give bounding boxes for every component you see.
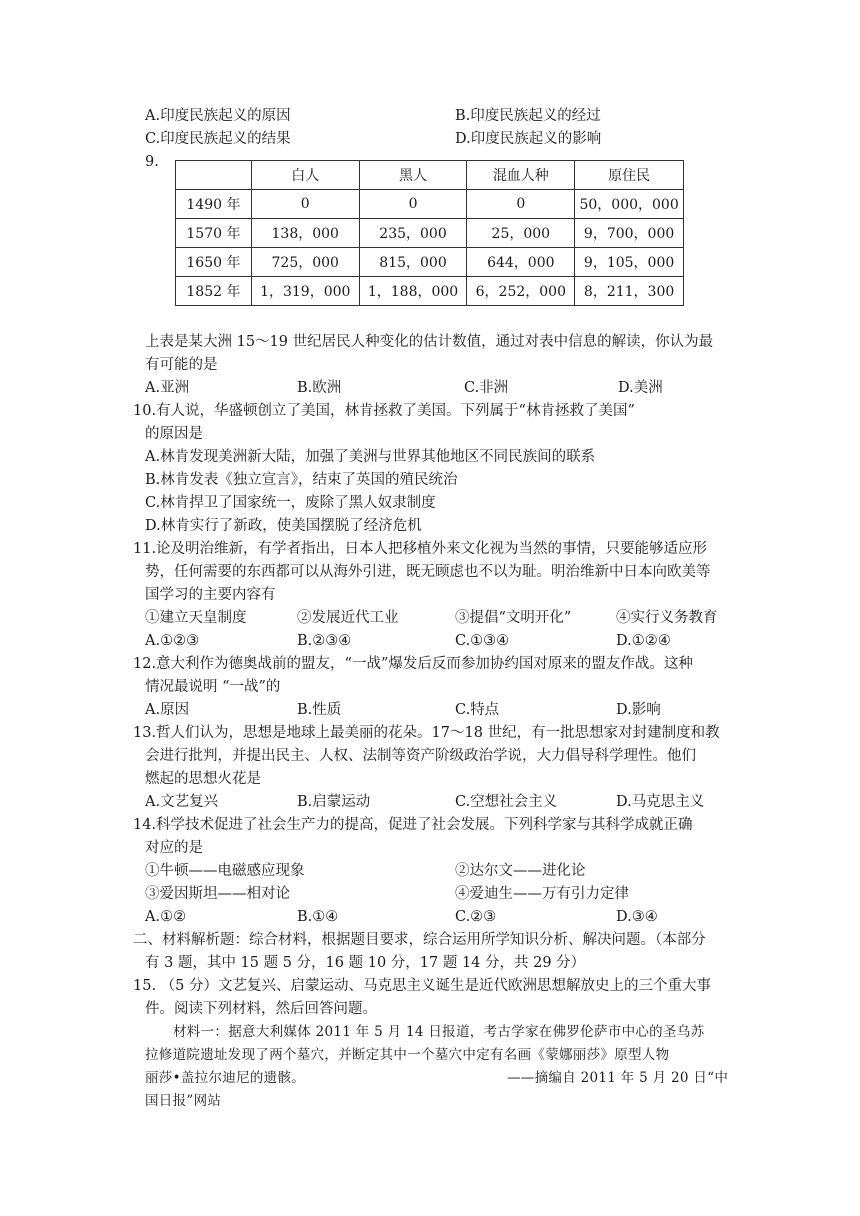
- section-two-heading-line1: 二、材料解析题：综合材料，根据题目要求，综合运用所学知识分析、解决问题。（本部分: [133, 932, 706, 948]
- q11-stem-line2: 势，任何需要的东西都可以从海外引进，既无顾虑也不以为耻。明治维新中日本向欧美等: [145, 564, 711, 580]
- q11-option-b: B.②③④: [297, 633, 352, 649]
- table-cell: 0: [467, 190, 575, 219]
- table-row: [176, 190, 684, 219]
- q14-item-2: ②达尔文——进化论: [455, 863, 586, 879]
- q14-item-3: ③爱因斯坦——相对论: [145, 886, 290, 902]
- q9-option-c: C.非洲: [464, 380, 509, 396]
- q14-item-4: ④爱迪生——万有引力定律: [455, 886, 629, 902]
- q14-stem-line1: 14.科学技术促进了社会生产力的提高，促进了社会发展。下列科学家与其科学成就正确: [133, 817, 693, 833]
- q15-source-line1: ——摘编自 2011 年 5 月 20 日“中: [507, 1070, 729, 1086]
- q11-stem-line1: 11.论及明治维新，有学者指出，日本人把移植外来文化视为当然的事情，只要能够适应形: [133, 541, 708, 557]
- section-two-heading-line2: 有 3 题，其中 15 题 5 分，16 题 10 分，17 题 14 分，共 29 分）: [145, 955, 586, 971]
- table-row: [176, 248, 684, 277]
- table-cell: 8，211，300: [575, 277, 684, 306]
- q13-option-a: A.文艺复兴: [145, 794, 219, 810]
- table-row: [176, 277, 684, 306]
- q8-option-a: A.印度民族起义的原因: [145, 108, 291, 124]
- q9-option-a: A.亚洲: [145, 380, 190, 396]
- q12-option-a: A.原因: [145, 702, 190, 718]
- table-cell: 1，188，000: [359, 277, 467, 306]
- table-cell: 6，252，000: [467, 277, 575, 306]
- q14-option-c: C.②③: [455, 909, 497, 925]
- q14-option-b: B.①④: [297, 909, 339, 925]
- q15-stem-line2: 件。阅读下列材料，然后回答问题。: [145, 1001, 377, 1017]
- population-table: [175, 160, 684, 306]
- q13-option-c: C.空想社会主义: [455, 794, 558, 810]
- q13-option-d: D.马克思主义: [616, 794, 705, 810]
- q8-option-b: B.印度民族起义的经过: [455, 108, 601, 124]
- table-cell: 0: [251, 190, 359, 219]
- q11-option-c: C.①③④: [455, 633, 510, 649]
- table-row: [176, 219, 684, 248]
- table-cell: 138，000: [251, 219, 359, 248]
- q14-option-d: D.③④: [616, 909, 658, 925]
- table-cell: 1650 年: [176, 248, 252, 277]
- q12-stem-line2: 情况最说明 “一战”的: [145, 679, 281, 695]
- table-header-cell: 原住民: [575, 161, 684, 190]
- q10-option-d: D.林肯实行了新政，使美国摆脱了经济危机: [145, 518, 422, 534]
- table-cell: 725，000: [251, 248, 359, 277]
- q13-stem-line3: 燃起的思想火花是: [145, 771, 261, 787]
- q11-item-1: ①建立天皇制度: [145, 610, 247, 626]
- q10-option-b: B.林肯发表《独立宣言》，结束了英国的殖民统治: [145, 472, 458, 488]
- q14-option-a: A.①②: [145, 909, 187, 925]
- q12-stem-line1: 12.意大利作为德奥战前的盟友，“一战”爆发后反而参加协约国对原来的盟友作战。这种: [133, 656, 693, 672]
- table-cell: 25，000: [467, 219, 575, 248]
- q10-option-c: C.林肯捍卫了国家统一，废除了黑人奴隶制度: [145, 495, 436, 511]
- q8-option-d: D.印度民族起义的影响: [455, 131, 602, 147]
- q15-material-line3: 丽莎•盖拉尔迪尼的遗骸。: [145, 1070, 306, 1086]
- q11-item-4: ④实行义务教育: [616, 610, 718, 626]
- q11-option-a: A.①②③: [145, 633, 200, 649]
- q15-stem-line1: 15. （5 分）文艺复兴、启蒙运动、马克思主义诞生是近代欧洲思想解放史上的三个重大事: [133, 978, 711, 994]
- q15-material-line1: 材料一：据意大利媒体 2011 年 5 月 14 日报道，考古学家在佛罗伦萨市中心的圣乌苏: [173, 1024, 705, 1040]
- q9-stem-line2: 有可能的是: [145, 357, 218, 373]
- q9-number: 9.: [145, 154, 159, 170]
- table-cell: 815，000: [359, 248, 467, 277]
- q11-stem-line3: 国学习的主要内容有: [145, 587, 276, 603]
- table-cell: 50，000，000: [575, 190, 684, 219]
- table-cell: 1570 年: [176, 219, 252, 248]
- q9-stem-line1: 上表是某大洲 15～19 世纪居民人种变化的估计数值，通过对表中信息的解读，你认为最: [145, 334, 714, 350]
- q12-option-c: C.特点: [455, 702, 500, 718]
- table-header-cell: 混血人种: [467, 161, 575, 190]
- q12-option-d: D.影响: [616, 702, 661, 718]
- table-cell: 9，105，000: [575, 248, 684, 277]
- q10-stem-line1: 10.有人说，华盛顿创立了美国，林肯拯救了美国。下列属于“林肯拯救了美国”: [133, 403, 635, 419]
- q11-option-d: D.①②④: [616, 633, 671, 649]
- q15-source-line2: 国日报”网站: [145, 1093, 222, 1109]
- table-cell: 9，700，000: [575, 219, 684, 248]
- table-cell: 1852 年: [176, 277, 252, 306]
- q13-option-b: B.启蒙运动: [297, 794, 371, 810]
- table-header-cell: 白人: [251, 161, 359, 190]
- q11-item-2: ②发展近代工业: [297, 610, 399, 626]
- q10-stem-line2: 的原因是: [145, 426, 203, 442]
- q13-stem-line1: 13.哲人们认为，思想是地球上最美丽的花朵。17～18 世纪，有一批思想家对封建制度和教: [133, 725, 720, 741]
- q12-option-b: B.性质: [297, 702, 342, 718]
- table-cell: 1，319，000: [251, 277, 359, 306]
- q13-stem-line2: 会进行批判，并提出民主、人权、法制等资产阶级政治学说，大力倡导科学理性。他们: [145, 748, 696, 764]
- q8-option-c: C.印度民族起义的结果: [145, 131, 291, 147]
- q9-option-d: D.美洲: [618, 380, 663, 396]
- table-header-cell: 黑人: [359, 161, 467, 190]
- table-cell: 0: [359, 190, 467, 219]
- table-cell: 235，000: [359, 219, 467, 248]
- table-header-cell: [176, 161, 252, 190]
- q14-stem-line2: 对应的是: [145, 840, 203, 856]
- table-cell: 644，000: [467, 248, 575, 277]
- q15-material-line2: 拉修道院遗址发现了两个墓穴，并断定其中一个墓穴中定有名画《蒙娜丽莎》原型人物: [145, 1047, 670, 1063]
- q9-option-b: B.欧洲: [297, 380, 342, 396]
- table-cell: 1490 年: [176, 190, 252, 219]
- table-header-row: [176, 161, 684, 190]
- q10-option-a: A.林肯发现美洲新大陆，加强了美洲与世界其他地区不同民族间的联系: [145, 449, 596, 465]
- q11-item-3: ③提倡“文明开化”: [455, 610, 572, 626]
- q14-item-1: ①牛顿——电磁感应现象: [145, 863, 305, 879]
